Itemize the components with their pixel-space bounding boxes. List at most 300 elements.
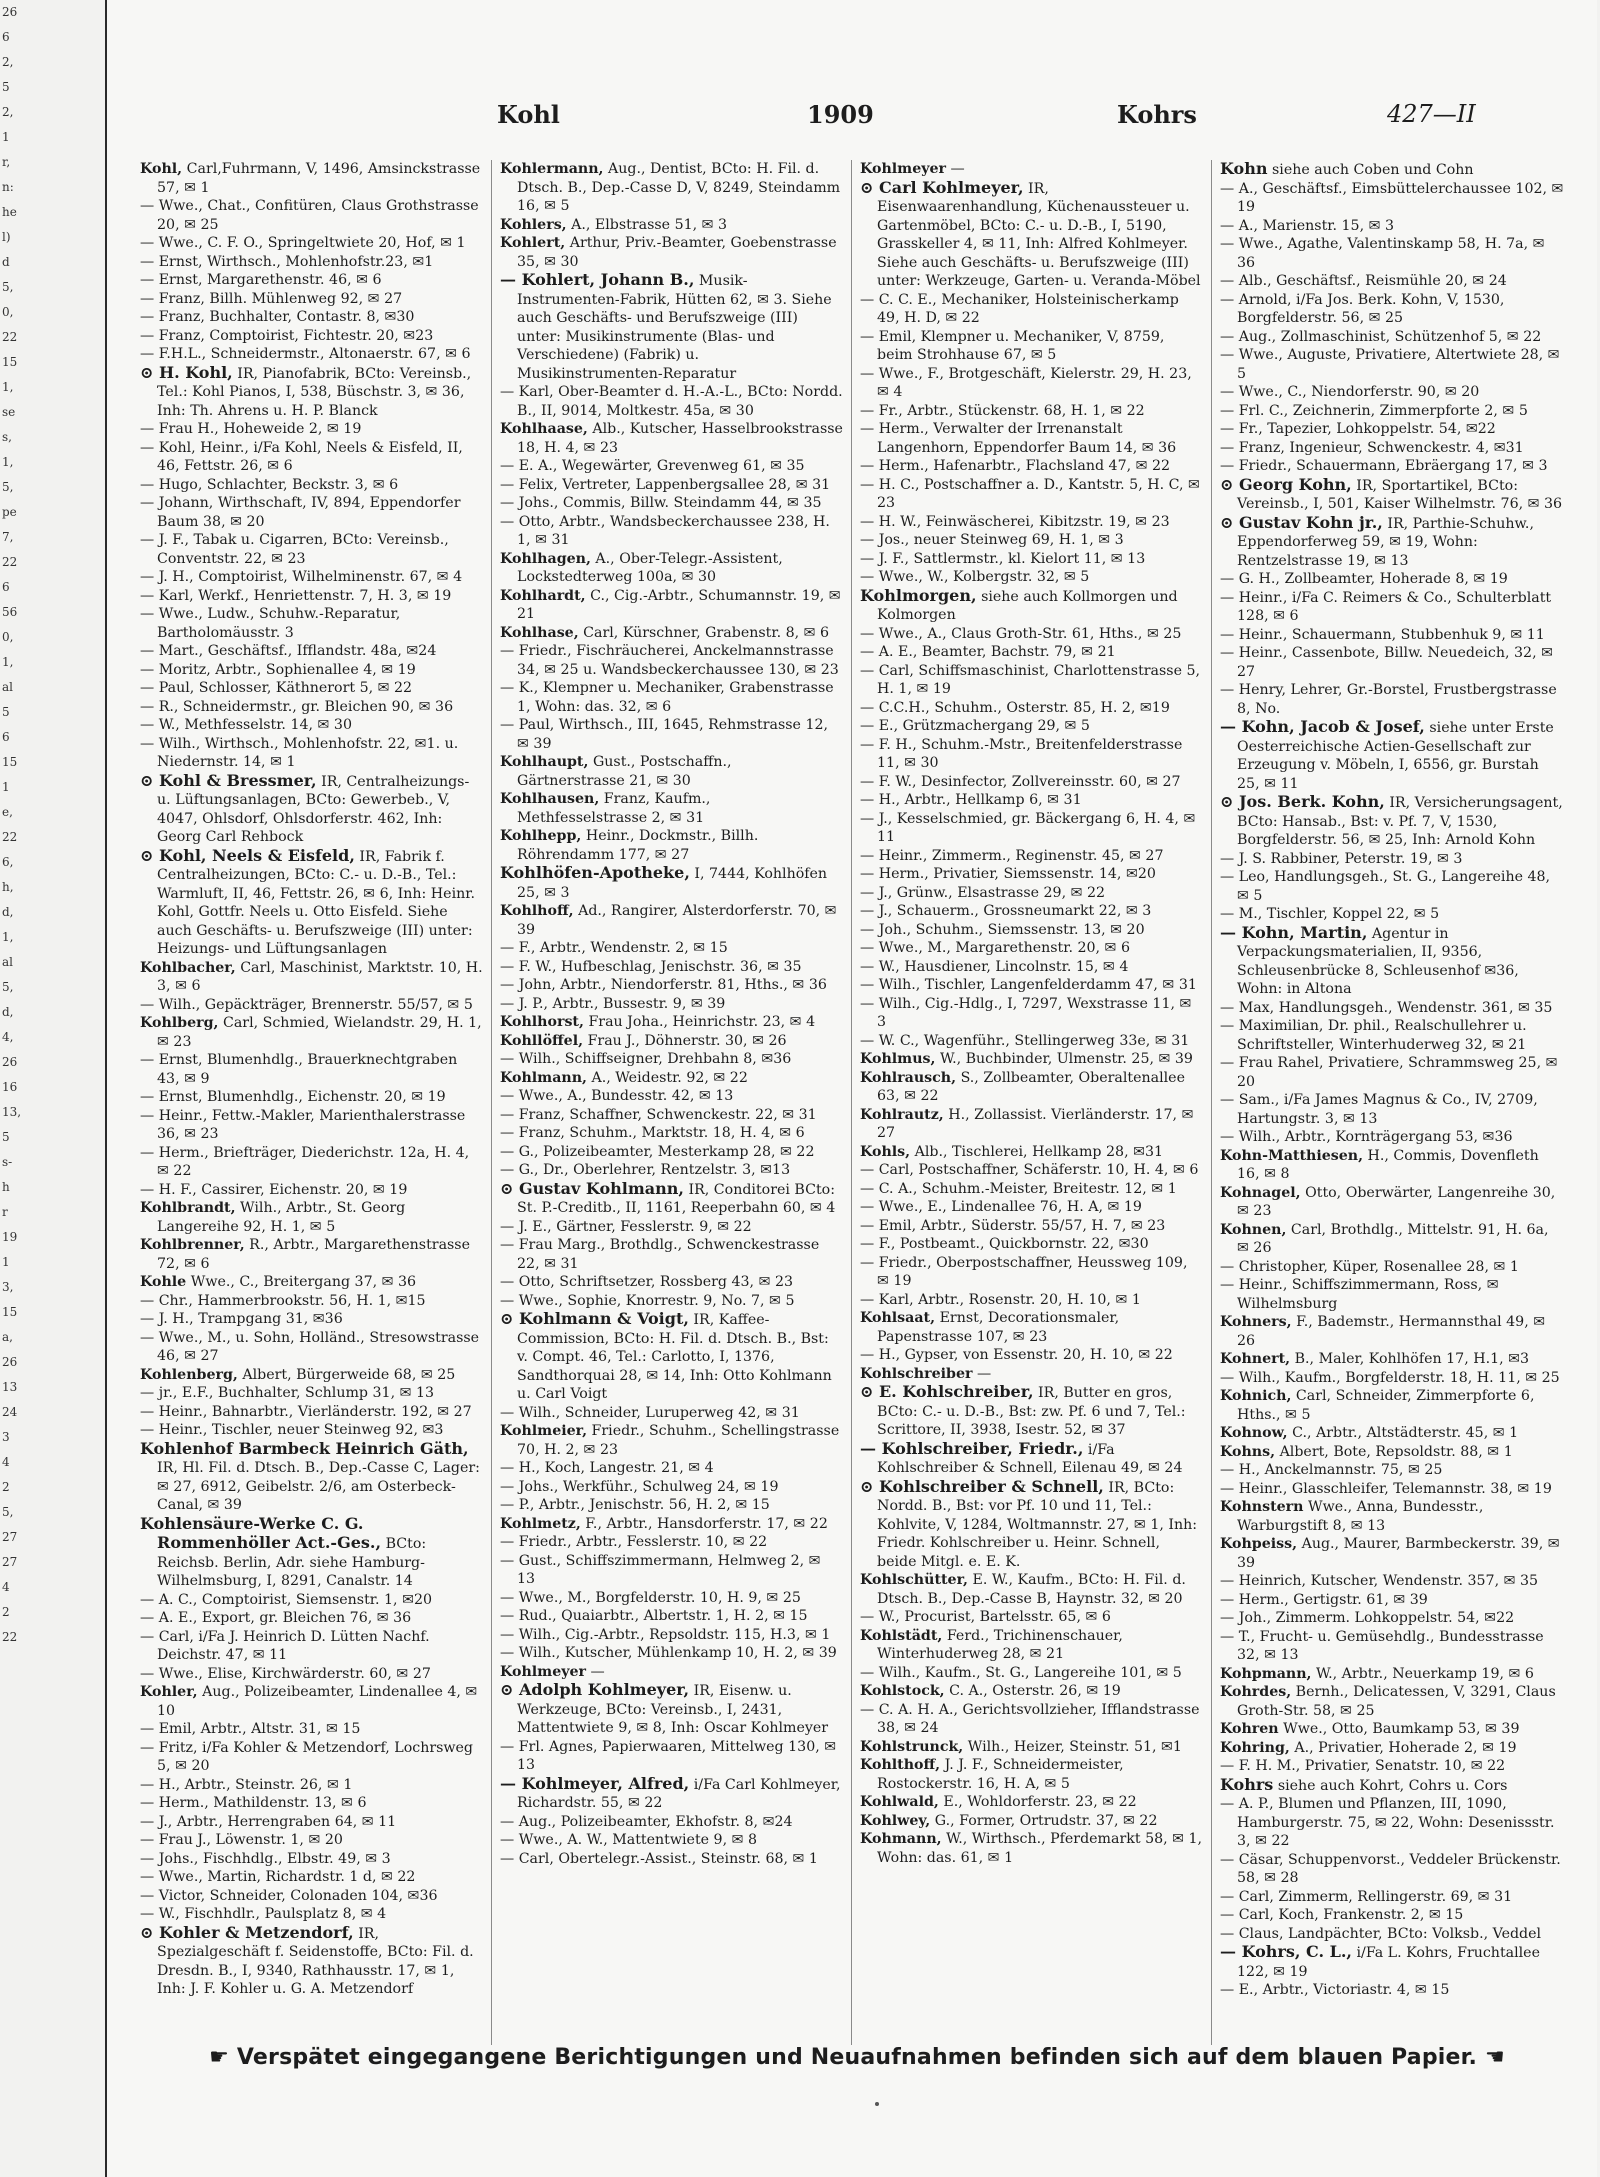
entry-details: — W., Fischhdlr., Paulsplatz 8, ✉ 4 — [140, 1906, 387, 1922]
directory-entry — [500, 624, 843, 643]
directory-entry — [860, 699, 1203, 718]
directory-entry — [500, 494, 843, 513]
directory-entry — [860, 1627, 1203, 1664]
entry-firm-name: ⊙ Jos. Berk. Kohn, — [1220, 792, 1385, 811]
directory-entry — [1220, 1461, 1564, 1480]
entry-details: — Frau Marg., Brothdlg., Schwenckestrasse 22, ✉ 31 — [500, 1237, 820, 1272]
entry-details: H., Zollassist. Vierländerstr. 17, ✉ 27 — [877, 1106, 1194, 1141]
entry-details: — Ernst, Blumenhdlg., Brauerknechtgraben 43, ✉ 9 — [140, 1052, 458, 1087]
directory-entry — [140, 568, 483, 587]
directory-entry — [500, 1087, 843, 1106]
entry-details: IR, Conditorei BCto: St. P.-Creditb., II, 1161, Reeperbahn 60, ✉ 4 — [517, 1181, 836, 1216]
directory-entry — [140, 1887, 483, 1906]
entry-details: Wwe., C., Breitergang 37, ✉ 36 — [190, 1274, 417, 1290]
entry-firm-name: ⊙ Gustav Kohlmann, — [500, 1178, 684, 1198]
gutter-fragment: pe — [2, 505, 17, 519]
footer-notice — [167, 2045, 1547, 2085]
directory-entry — [500, 1106, 843, 1125]
entry-surname: Kohlhaase, — [500, 421, 588, 437]
gutter-fragment: 4 — [2, 1455, 10, 1469]
entry-details: — Chr., Hammerbrookstr. 56, H. 1, ✉15 — [140, 1292, 426, 1309]
entry-details: F., Bademstr., Hermannsthal 49, ✉ 26 — [1237, 1314, 1546, 1349]
directory-entry — [140, 494, 483, 531]
gutter-fragment: 13 — [2, 1380, 18, 1394]
entry-details: — Friedr., Oberpostschaffner, Heussweg 109, ✉ 19 — [860, 1254, 1188, 1289]
directory-entry — [860, 1180, 1203, 1199]
directory-entry — [1220, 1774, 1564, 1796]
entry-details: W., Buchbinder, Ulmenstr. 25, ✉ 39 — [939, 1051, 1193, 1067]
entry-details: — Franz, Buchhalter, Contastr. 8, ✉30 — [140, 309, 415, 325]
entry-details: — Frl. C., Zeichnerin, Zimmerpforte 2, ✉ 5 — [1220, 402, 1528, 419]
entry-details: Ferd., Trichinenschauer, Winterhuderweg 28, ✉ 21 — [877, 1627, 1123, 1662]
entry-details: — Johs., Werkführ., Schulweg 24, ✉ 19 — [500, 1478, 779, 1495]
entry-details: siehe auch Kollmorgen und Kolmorgen — [877, 588, 1178, 623]
directory-entry — [500, 1626, 843, 1645]
directory-entry — [140, 1366, 483, 1385]
directory-entry — [860, 1756, 1203, 1793]
directory-entry — [500, 1236, 843, 1273]
entry-surname: Kohlmeyer — [860, 161, 946, 177]
directory-entry — [1220, 922, 1564, 999]
entry-details: IR, Fabrik f. Centralheizungen, BCto: C.- u. D.-B., Tel.: Warmluft, II, 46, Fettstr. 26, ✉ 6, Inh: Heinr. Kohl, Gottfr. Neels u. Otto Eisfeld. Siehe auch Geschäfts- u. Berufszweige (III) unter: Heizungs- und Lüftungsanlagen — [157, 848, 475, 957]
entry-details: — Rud., Quaiarbtr., Albertstr. 1, H. 2, ✉ 15 — [500, 1608, 808, 1624]
entry-details: — Herm., Hafenarbtr., Flachsland 47, ✉ 22 — [860, 458, 1171, 474]
directory-entry — [1220, 512, 1564, 571]
entry-details: — J. F., Tabak u. Cigarren, BCto: Vereinsb., Conventstr. 22, ✉ 23 — [140, 532, 449, 567]
directory-entry — [1220, 1313, 1564, 1350]
entry-details: — Maximilian, Dr. phil., Realschullehrer u. Schriftsteller, Winterhuderweg 32, ✉ 21 — [1220, 1018, 1527, 1053]
directory-entry — [860, 1608, 1203, 1627]
entry-surname: Kohrdes, — [1220, 1684, 1292, 1700]
directory-entry — [1220, 1387, 1564, 1424]
directory-entry — [140, 679, 483, 698]
gutter-fragment: s- — [2, 1155, 13, 1169]
entry-details: — A., Geschäftsf., Eimsbüttelerchaussee 102, ✉ 19 — [1220, 180, 1564, 215]
entry-details: — Heinr., i/Fa C. Reimers & Co., Schulterblatt 128, ✉ 6 — [1220, 589, 1552, 624]
entry-details: — Emil, Arbtr., Altstr. 31, ✉ 15 — [140, 1721, 361, 1737]
entry-details: A., Elbstrasse 51, ✉ 3 — [571, 216, 728, 233]
directory-entry — [500, 753, 843, 790]
directory-entry — [1220, 383, 1564, 402]
entry-details: — J. H., Trampgang 31, ✉36 — [140, 1311, 343, 1327]
gutter-fragment: al — [2, 680, 13, 694]
entry-details: Friedr., Schuhm., Schellingstrasse 70, H. 2, ✉ 23 — [517, 1423, 840, 1458]
gutter-fragment: 5, — [2, 280, 14, 294]
entry-details: S., Zollbeamter, Oberaltenallee 63, ✉ 22 — [877, 1069, 1185, 1104]
entry-details: A., Privatier, Hoherade 2, ✉ 19 — [1294, 1739, 1517, 1756]
directory-entry — [500, 1738, 843, 1775]
entry-details: — Alb., Geschäftsf., Reismühle 20, ✉ 24 — [1220, 273, 1507, 289]
entry-details: — F. H. M., Privatier, Senatstr. 10, ✉ 22 — [1220, 1758, 1506, 1774]
gutter-fragment: d, — [2, 1005, 14, 1019]
gutter-fragment: 27 — [2, 1555, 18, 1569]
entry-details: — Carl, Koch, Frankenstr. 2, ✉ 15 — [1220, 1907, 1464, 1923]
entry-details: Carl, Maschinist, Marktstr. 10, H. 3, ✉ 6 — [157, 959, 483, 994]
directory-entry — [860, 1793, 1203, 1812]
directory-entry — [500, 958, 843, 977]
entry-details: — Christopher, Küper, Rosenallee 28, ✉ 1 — [1220, 1258, 1519, 1275]
entry-surname: Kohnich, — [1220, 1388, 1292, 1404]
gutter-fragment: 5, — [2, 480, 14, 494]
directory-entry — [1220, 1981, 1564, 2000]
entry-details: — W., Methfesselstr. 14, ✉ 30 — [140, 717, 352, 733]
entry-details: — Wilh., Arbtr., Kornträgergang 53, ✉36 — [1220, 1129, 1513, 1145]
entry-details: Wilh., Arbtr., St. Georg Langereihe 92, H. 1, ✉ 5 — [157, 1200, 406, 1235]
entry-details: Wwe., Otto, Baumkamp 53, ✉ 39 — [1283, 1721, 1520, 1737]
directory-entry — [500, 1178, 843, 1218]
entry-details: — Wwe., C., Niendorferstr. 90, ✉ 20 — [1220, 384, 1480, 400]
gutter-fragment: 19 — [2, 1230, 18, 1244]
entry-details: — Carl, Obertelegr.-Assist., Steinstr. 68, ✉ 1 — [500, 1850, 818, 1867]
directory-entry — [140, 1144, 483, 1181]
gutter-fragment: 27 — [2, 1530, 18, 1544]
directory-entry — [1220, 328, 1564, 347]
directory-entry — [860, 1701, 1203, 1738]
entry-details: — Wilh., Tischler, Langenfelderdamm 47, ✉ 31 — [860, 977, 1197, 993]
entry-details: — Herm., Mathildenstr. 13, ✉ 6 — [140, 1795, 367, 1811]
entry-details: — Carl, Schiffsmaschinist, Charlottenstrasse 5, H. 1, ✉ 19 — [860, 662, 1201, 697]
directory-entry — [1220, 681, 1564, 718]
entry-details: — Heinr., Zimmerm., Reginenstr. 45, ✉ 27 — [860, 847, 1164, 864]
entry-details: — Fr., Tapezier, Lohkoppelstr. 54, ✉22 — [1220, 421, 1496, 437]
header-year: 1909 — [807, 100, 874, 129]
directory-entry — [140, 698, 483, 717]
entry-surname: Kohls, — [860, 1143, 911, 1160]
entry-details: — Herm., Briefträger, Diederichstr. 12a, H. 4, ✉ 22 — [140, 1144, 470, 1179]
directory-entry — [860, 939, 1203, 958]
entry-details: — H., Koch, Langestr. 21, ✉ 4 — [500, 1460, 714, 1476]
gutter-fragment: 26 — [2, 1355, 18, 1369]
entry-details: — Frl. Agnes, Papierwaaren, Mittelweg 130, ✉ 13 — [500, 1738, 837, 1773]
gutter-fragment: 22 — [2, 555, 18, 569]
directory-entry — [140, 1199, 483, 1236]
directory-entry — [860, 847, 1203, 866]
directory-entry — [140, 996, 483, 1015]
directory-entry — [860, 1830, 1203, 1867]
directory-entry — [140, 1273, 483, 1292]
entry-details: — A. C., Comptoirist, Siemsenstr. 1, ✉20 — [140, 1591, 433, 1608]
entry-details: — C. A. H. A., Gerichtsvollzieher, Ifflandstrasse 38, ✉ 24 — [860, 1701, 1200, 1736]
entry-surname: Kohlmetz, — [500, 1515, 581, 1532]
entry-details: — Aug., Polizeibeamter, Ekhofstr. 8, ✉24 — [500, 1813, 793, 1830]
entry-details: — C.C.H., Schuhm., Osterstr. 85, H. 2, ✉19 — [860, 699, 1170, 716]
directory-entry — [140, 1683, 483, 1720]
directory-entry — [500, 976, 843, 995]
print-dot — [875, 2102, 879, 2106]
gutter-fragment: 2 — [2, 1480, 10, 1494]
entry-surname: Kohlwey, — [860, 1812, 931, 1829]
header-left-keyword: Kohl — [497, 100, 560, 129]
entry-details: siehe unter Erste Oesterreichische Actien-Gesellschaft zur Erzeugung v. Möbeln, I, 6556, gr. Burstah 25, ✉ 11 — [1237, 720, 1554, 792]
directory-page — [105, 0, 1597, 2177]
pointing-hand-icon-right: ☚ — [1484, 2045, 1505, 2070]
entry-details: Wwe., Anna, Bundesstr., Warburgstift 8, ✉ 13 — [1237, 1499, 1484, 1534]
directory-entry — [140, 661, 483, 680]
entry-details: — A. E., Beamter, Bachstr. 79, ✉ 21 — [860, 644, 1116, 660]
entry-details: — Otto, Arbtr., Wandsbeckerchaussee 238, H. 1, ✉ 31 — [500, 513, 830, 548]
entry-details: Carl, Schmied, Wielandstr. 29, H. 1, ✉ 23 — [157, 1015, 482, 1050]
directory-entry — [140, 308, 483, 327]
entry-surname: Kohlschütter, — [860, 1572, 968, 1588]
entry-details: — J., Schauerm., Grossneumarkt 22, ✉ 3 — [860, 903, 1152, 919]
entry-details: — Johs., Fischhdlg., Elbstr. 49, ✉ 3 — [140, 1850, 391, 1867]
gutter-fragment: 5 — [2, 1130, 10, 1144]
directory-entry — [860, 1235, 1203, 1254]
entry-details: Ad., Rangirer, Alsterdorferstr. 70, ✉ 39 — [517, 903, 837, 938]
entry-details: — Emil, Arbtr., Süderstr. 55/57, H. 7, ✉ 23 — [860, 1217, 1166, 1234]
gutter-fragment: 1, — [2, 655, 14, 669]
directory-entry — [860, 884, 1203, 903]
directory-entry — [860, 513, 1203, 532]
directory-entry — [140, 1014, 483, 1051]
directory-entry — [860, 420, 1203, 457]
entry-firm-name: ⊙ H. Kohl, — [140, 362, 233, 382]
entry-details: — John, Arbtr., Niendorferstr. 81, Hths., ✉ 36 — [500, 977, 827, 993]
entry-details: — Herm., Gertigstr. 61, ✉ 39 — [1220, 1591, 1428, 1608]
directory-entry — [500, 863, 843, 902]
directory-entry — [860, 1291, 1203, 1310]
entry-details: — G., Dr., Oberlehrer, Rentzelstr. 3, ✉13 — [500, 1162, 791, 1178]
entry-details: Frau J., Döhnerstr. 30, ✉ 26 — [587, 1032, 787, 1049]
directory-entry — [500, 1831, 843, 1850]
gutter-fragment: al — [2, 955, 13, 969]
entry-firm-name: — Kohrs, C. L., — [1220, 1942, 1352, 1961]
entry-surname: Kohn-Matthiesen, — [1220, 1147, 1364, 1164]
entry-details: IR, Spezialgeschäft f. Seidenstoffe, BCto: Fil. d. Dresdn. B., I, 9340, Rathhausstr. 17, ✉ 1, Inh: J. F. Kohler u. G. A. Metzendorf — [157, 1925, 474, 1997]
directory-entry — [140, 1181, 483, 1200]
entry-surname: Kohren — [1220, 1721, 1279, 1737]
entry-surname: Kohlstrunck, — [860, 1738, 964, 1755]
entry-details: — Mart., Geschäftsf., Ifflandstr. 48a, ✉24 — [140, 643, 437, 659]
directory-entry — [500, 1813, 843, 1832]
entry-details: IR, Eisenwaarenhandlung, Küchenaussteuer u. Gartenmöbel, BCto: C.- u. D.-B., I, 5190, Grasskeller 4, ✉ 11, Inh: Alfred Kohlmeyer. Siehe auch Geschäfts- u. Berufszweige (III) unter: Werkzeuge, Garten- u. Veranda-Möbel — [877, 180, 1201, 289]
directory-entry — [500, 1422, 843, 1459]
directory-entry — [860, 810, 1203, 847]
gutter-fragment: 6 — [2, 580, 10, 594]
entry-details: C., Cig.-Arbtr., Schumannstr. 19, ✉ 21 — [517, 587, 841, 622]
entry-details: — Wilh., Wirthsch., Mohlenhofstr. 22, ✉1. u. Niedernstr. 14, ✉ 1 — [140, 735, 459, 770]
directory-entry — [1220, 1720, 1564, 1739]
directory-entry — [1220, 1942, 1564, 1981]
directory-entry — [140, 345, 483, 364]
entry-details: — Franz, Schaffner, Schwenckestr. 22, ✉ 31 — [500, 1106, 817, 1123]
directory-entry — [860, 328, 1203, 365]
directory-entry — [1220, 291, 1564, 328]
gutter-fragment: s, — [2, 430, 12, 444]
gutter-fragment: r — [2, 1205, 8, 1219]
directory-entry — [140, 234, 483, 253]
entry-details: Albert, Bote, Repsoldstr. 88, ✉ 1 — [1279, 1443, 1513, 1460]
entry-details: — J. S. Rabbiner, Peterstr. 19, ✉ 3 — [1220, 850, 1463, 867]
directory-entry — [1220, 420, 1564, 439]
entry-details: — E. A., Wegewärter, Grevenweg 61, ✉ 35 — [500, 458, 805, 474]
entry-details: — Wilh., Kutscher, Mühlenkamp 10, H. 2, ✉ 39 — [500, 1645, 837, 1661]
directory-entry — [1220, 1128, 1564, 1147]
directory-entry — [1220, 180, 1564, 217]
directory-entry — [140, 735, 483, 772]
entry-surname: Kohlhausen, — [500, 791, 600, 807]
directory-entry — [1220, 346, 1564, 383]
entry-details: — J. P., Arbtr., Bussestr. 9, ✉ 39 — [500, 995, 726, 1012]
directory-entry — [1220, 1443, 1564, 1462]
entry-details: — Herm., Privatier, Siemssenstr. 14, ✉20 — [860, 866, 1156, 882]
gutter-fragment: 15 — [2, 1305, 18, 1319]
page-number: 427—II — [1387, 100, 1476, 128]
directory-entry — [140, 1794, 483, 1813]
entry-details: — Heinr., Cassenbote, Billw. Neuedeich, 32, ✉ 27 — [1220, 645, 1553, 680]
directory-entry — [1220, 1591, 1564, 1610]
column-2 — [492, 160, 852, 2045]
entry-details: Carl,Fuhrmann, V, 1496, Amsinckstrasse 57, ✉ 1 — [157, 161, 481, 196]
entry-details: — Wilh., Gepäckträger, Brennerstr. 55/57, ✉ 5 — [140, 996, 473, 1013]
entry-details: — Wwe., A., Claus Groth-Str. 61, Hths., ✉ 25 — [860, 625, 1182, 642]
entry-firm-name: ⊙ Kohl & Bressmer, — [140, 770, 317, 790]
gutter-fragment: l) — [2, 230, 11, 244]
directory-entry — [140, 1922, 483, 1999]
entry-details: — Leo, Handlungsgeh., St. G., Langereihe 48, ✉ 5 — [1220, 869, 1551, 904]
entry-details: — Johs., Commis, Billw. Steindamm 44, ✉ 35 — [500, 495, 822, 511]
directory-entry — [1220, 1665, 1564, 1684]
entry-firm-name: — Kohlert, Johann B., — [500, 270, 695, 289]
directory-entry — [1220, 1480, 1564, 1499]
entry-details: — Claus, Landpächter, BCto: Volksb., Veddel — [1220, 1925, 1542, 1942]
directory-entry — [140, 1310, 483, 1329]
gutter-fragment: 26 — [2, 1055, 18, 1069]
directory-entry — [860, 1309, 1203, 1346]
entry-firm-name: ⊙ Carl Kohlmeyer, — [860, 177, 1024, 197]
directory-entry — [1220, 1498, 1564, 1535]
directory-entry — [140, 1776, 483, 1795]
entry-details: — A. E., Export, gr. Bleichen 76, ✉ 36 — [140, 1610, 412, 1626]
directory-entry — [1220, 999, 1564, 1018]
entry-details: IR, Versicherungsagent, BCto: Hansab., Bst: v. Pf. 7, V, 1530, Borgfelderstr. 56, ✉ 25, Inh: Arnold Kohn — [1237, 795, 1563, 848]
header-right-keyword: Kohrs — [1117, 100, 1197, 129]
entry-details: — Wwe., A., Bundesstr. 42, ✉ 13 — [500, 1088, 734, 1104]
directory-entry — [1220, 850, 1564, 869]
entry-surname: Kohns, — [1220, 1443, 1276, 1460]
directory-entry — [1220, 1683, 1564, 1720]
directory-entry — [860, 160, 1203, 179]
entry-details: — — [950, 161, 965, 177]
entry-surname: Kohlhoff, — [500, 903, 574, 919]
directory-entry — [500, 383, 843, 420]
directory-entry — [860, 1365, 1203, 1384]
entry-surname: Kohlbacher, — [140, 959, 236, 976]
directory-entry — [500, 457, 843, 476]
entry-details: — Wilh., Kaufm., St. G., Langereihe 101, ✉ 5 — [860, 1664, 1182, 1681]
directory-entry — [140, 1905, 483, 1924]
entry-details: — Friedr., Schauermann, Ebräergang 17, ✉ 3 — [1220, 458, 1548, 474]
entry-details: C. A., Osterstr. 26, ✉ 19 — [949, 1683, 1121, 1699]
directory-entry — [500, 939, 843, 958]
entry-surname: Kohlstock, — [860, 1683, 945, 1699]
directory-entry — [1220, 1054, 1564, 1091]
directory-entry — [860, 1143, 1203, 1162]
directory-entry — [500, 827, 843, 864]
directory-entry — [1220, 1350, 1564, 1369]
gutter-fragment: 6, — [2, 855, 14, 869]
gutter-fragment: 0, — [2, 630, 14, 644]
directory-entry — [500, 1644, 843, 1663]
entry-details: — F., Arbtr., Wendenstr. 2, ✉ 15 — [500, 940, 728, 956]
directory-entry — [860, 1032, 1203, 1051]
entry-details: — F., Postbeamt., Quickbornstr. 22, ✉30 — [860, 1236, 1149, 1252]
directory-entry — [1220, 1739, 1564, 1758]
entry-surname: Kohring, — [1220, 1739, 1290, 1756]
entry-details: — W., Hausdiener, Lincolnstr. 15, ✉ 4 — [860, 958, 1129, 975]
entry-surname: Kohlmann, — [500, 1069, 587, 1086]
directory-entry — [1220, 644, 1564, 681]
entry-surname: Kohlhorst, — [500, 1014, 584, 1030]
entry-details: IR, Butter en gros, BCto: C.- u. D.-B., Bst: zw. Pf. 6 und 7, Tel.: Scrittore, II, 3938, Isestr. 52, ✉ 37 — [877, 1385, 1186, 1438]
directory-entry — [140, 959, 483, 996]
entry-details: — Wwe., A. W., Mattentwiete 9, ✉ 8 — [500, 1832, 758, 1848]
entry-details: — Wwe., E., Lindenallee 76, H. A, ✉ 19 — [860, 1199, 1142, 1215]
entry-details: IR, Eisenw. u. Werkzeuge, BCto: Vereinsb., I, 2431, Mattentwiete 9, ✉ 8, Inh: Oscar Kohlmeyer — [517, 1683, 829, 1736]
directory-entry — [500, 1663, 843, 1682]
gutter-fragment: 56 — [2, 605, 18, 619]
directory-entry — [500, 679, 843, 716]
entry-details: Carl, Brothdlg., Mittelstr. 91, H. 6a, ✉ 26 — [1237, 1221, 1549, 1256]
directory-entry — [860, 643, 1203, 662]
directory-entry — [500, 1478, 843, 1497]
directory-entry — [500, 1607, 843, 1626]
entry-details: — Franz, Billh. Mühlenweg 92, ✉ 27 — [140, 290, 403, 307]
directory-entry — [500, 1124, 843, 1143]
directory-entry — [500, 1459, 843, 1478]
gutter-fragment: r, — [2, 155, 11, 169]
entry-details: Aug., Dentist, BCto: H. Fil. d. Dtsch. B., Dep.-Casse D, V, 8249, Steindamm 16, ✉ 5 — [517, 161, 841, 214]
entry-surname: Kohlstädt, — [860, 1627, 943, 1644]
directory-entry — [500, 1273, 843, 1292]
directory-entry — [140, 1628, 483, 1665]
entry-details: — H. F., Cassirer, Eichenstr. 20, ✉ 19 — [140, 1181, 408, 1198]
directory-entry — [860, 291, 1203, 328]
directory-entry — [140, 642, 483, 661]
gutter-fragment: he — [2, 205, 17, 219]
directory-entry — [860, 550, 1203, 569]
entry-details: — Heinr., Tischler, neuer Steinweg 92, ✉3 — [140, 1422, 444, 1438]
directory-entry — [860, 1346, 1203, 1365]
directory-entry — [860, 1254, 1203, 1291]
directory-columns — [132, 160, 1572, 2045]
entry-details: — jr., E.F., Buchhalter, Schlump 31, ✉ 13 — [140, 1385, 435, 1401]
directory-entry — [500, 1218, 843, 1237]
entry-details: — Wwe., M., Margarethenstr. 20, ✉ 6 — [860, 940, 1130, 956]
entry-details: — T., Frucht- u. Gemüsehdlg., Bundesstrasse 32, ✉ 13 — [1220, 1628, 1544, 1663]
gutter-fragment: 5, — [2, 980, 14, 994]
directory-entry — [500, 513, 843, 550]
directory-entry — [1220, 1906, 1564, 1925]
directory-entry — [860, 1682, 1203, 1701]
entry-details: — Paul, Wirthsch., III, 1645, Rehmstrasse 12, ✉ 39 — [500, 717, 829, 752]
gutter-fragment: 4, — [2, 1030, 14, 1044]
directory-entry — [860, 1106, 1203, 1143]
directory-entry — [860, 1738, 1203, 1757]
directory-entry — [500, 1050, 843, 1069]
entry-details: — J. F., Sattlermstr., kl. Kielort 11, ✉ 13 — [860, 550, 1146, 567]
entry-details: — Johann, Wirthschaft, IV, 894, Eppendorfer Baum 38, ✉ 20 — [140, 495, 461, 530]
directory-entry — [140, 1609, 483, 1628]
gutter-fragment: 2 — [2, 1605, 10, 1619]
entry-firm-name: ⊙ E. Kohlschreiber, — [860, 1382, 1034, 1401]
entry-surname: Kohpmann, — [1220, 1665, 1312, 1682]
directory-entry — [500, 642, 843, 679]
entry-firm-name: — Kohlschreiber, Friedr., — [860, 1438, 1084, 1458]
directory-entry — [140, 160, 483, 197]
entry-details: — Frau H., Hoheweide 2, ✉ 19 — [140, 421, 362, 437]
entry-details: — — [590, 1663, 605, 1680]
